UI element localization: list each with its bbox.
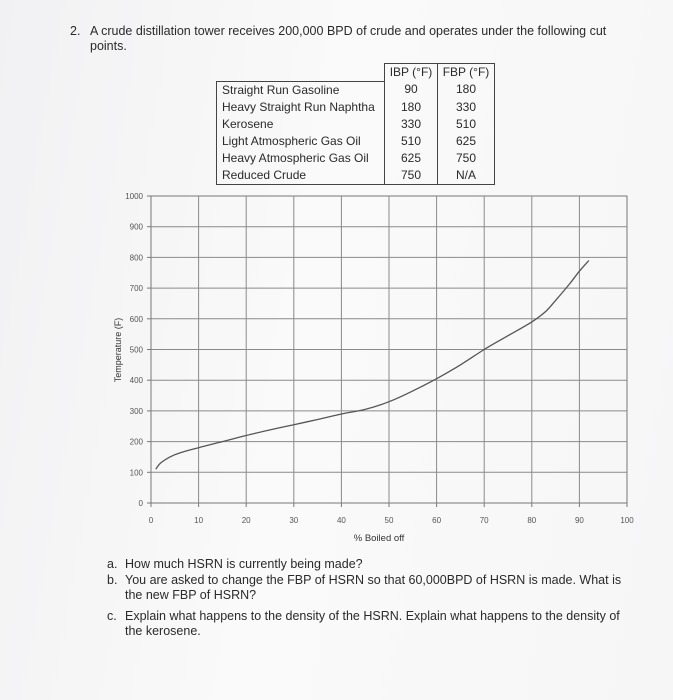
y-axis-label: Temperature (F): [113, 317, 123, 383]
y-tick-label: 900: [129, 222, 143, 232]
sub-question-label: b.: [107, 573, 118, 587]
chart-grid: [151, 196, 627, 503]
cut-name: Heavy Straight Run Naphtha: [217, 99, 385, 116]
y-tick-label: 0: [138, 499, 143, 508]
x-tick-label: 10: [194, 516, 204, 525]
x-tick-label: 50: [384, 516, 394, 525]
cut-ibp: 90: [385, 81, 438, 99]
question-number: 2.: [70, 24, 81, 38]
x-tick-label: 20: [241, 516, 251, 525]
cut-ibp: 750: [385, 167, 438, 185]
y-tick-label: 800: [129, 253, 143, 263]
table-header-fbp: FBP (°F): [438, 64, 495, 82]
x-tick-label: 30: [289, 516, 299, 525]
chart-series: [156, 261, 589, 470]
sub-question-label: a.: [107, 557, 118, 571]
cut-ibp: 330: [385, 116, 438, 133]
cut-fbp: 330: [438, 99, 495, 116]
table-header-ibp: IBP (°F): [385, 64, 438, 82]
y-tick-label: 400: [129, 376, 143, 386]
distillation-curve: [156, 261, 589, 470]
y-tick-label: 700: [129, 284, 143, 294]
x-tick-label: 40: [336, 516, 346, 525]
x-tick-label: 0: [148, 516, 154, 525]
cut-name: Light Atmospheric Gas Oil: [217, 133, 385, 150]
cut-fbp: 750: [438, 150, 495, 167]
y-tick-label: 1000: [125, 192, 143, 201]
cut-ibp: 180: [385, 99, 438, 116]
y-tick-label: 600: [129, 314, 143, 324]
sub-question-text: Explain what happens to the density of the HSRN. Explain what happens to the density of the kerosene.: [125, 609, 620, 638]
x-axis-label: % Boiled off: [353, 533, 405, 544]
x-tick-label: 60: [432, 516, 442, 525]
cut-ibp: 510: [385, 133, 438, 150]
x-tick-label: 90: [574, 516, 584, 525]
cut-name: Kerosene: [217, 116, 385, 133]
sub-question-text: You are asked to change the FBP of HSRN so that 60,000BPD of HSRN is made. What is the new FBP of HSRN?: [125, 573, 622, 602]
y-tick-label: 200: [129, 437, 143, 447]
sub-question-label: c.: [107, 609, 117, 623]
x-tick-label: 80: [527, 516, 537, 525]
cut-name: Heavy Atmospheric Gas Oil: [217, 150, 385, 167]
x-tick-label: 100: [620, 516, 634, 525]
y-tick-label: 500: [129, 345, 143, 355]
question-text: A crude distillation tower receives 200,000 BPD of crude and operates under the following cut points.: [90, 24, 607, 53]
x-tick-label: 70: [479, 516, 489, 525]
sub-question-text: How much HSRN is currently being made?: [125, 557, 363, 571]
y-tick-label: 300: [129, 406, 143, 416]
cut-ibp: 625: [385, 150, 438, 167]
cut-fbp: N/A: [438, 167, 495, 185]
cut-name: Reduced Crude: [217, 167, 385, 185]
cut-name: Straight Run Gasoline: [217, 81, 385, 99]
cut-fbp: 180: [438, 81, 495, 99]
cut-fbp: 510: [438, 116, 495, 133]
cut-fbp: 625: [438, 133, 495, 150]
y-tick-label: 100: [129, 468, 143, 478]
chart-ticks: [125, 192, 634, 525]
